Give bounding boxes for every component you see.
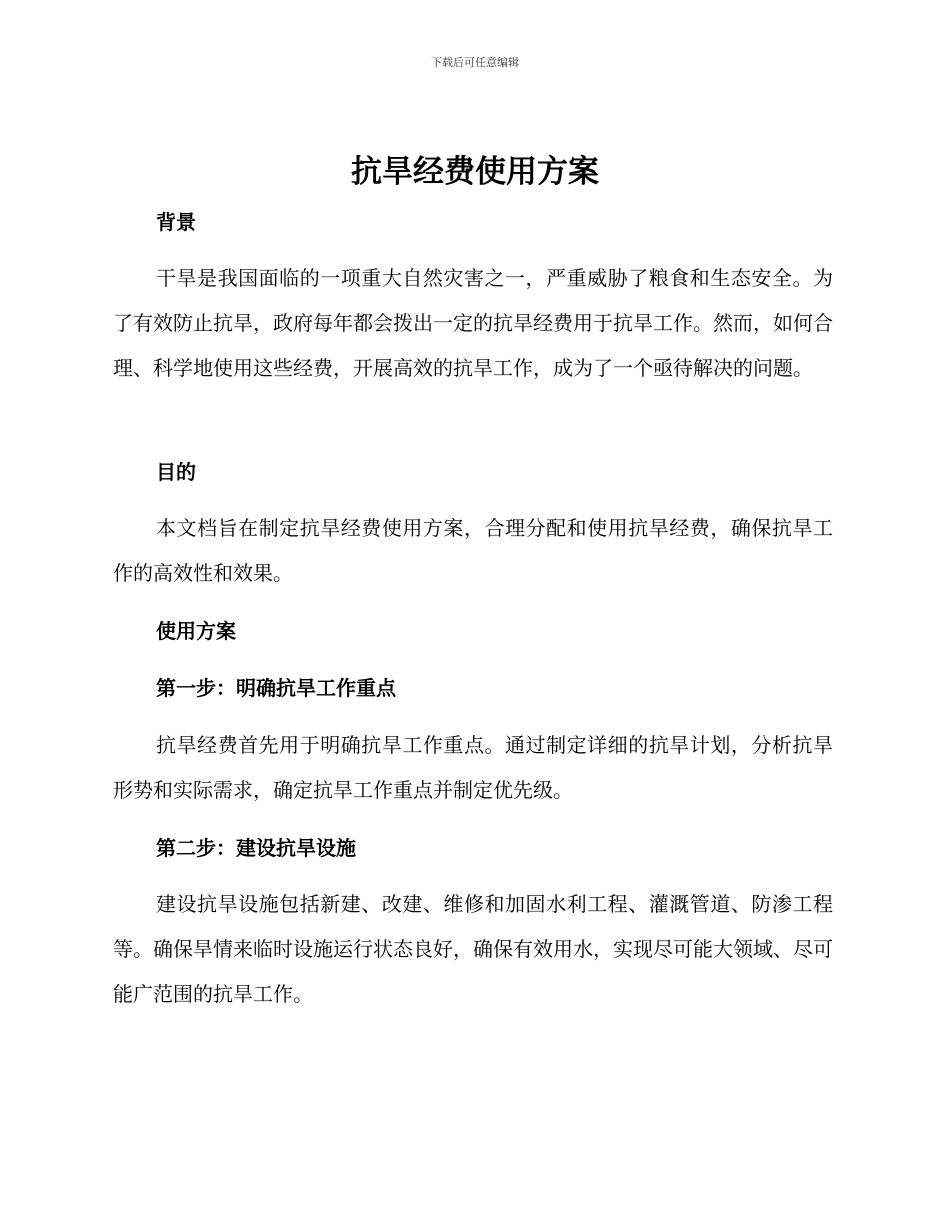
section-heading-step2: 第二步：建设抗旱设施 <box>156 836 356 860</box>
section-heading-purpose: 目的 <box>156 460 196 484</box>
section-heading-background: 背景 <box>156 210 196 234</box>
paragraph-step2: 建设抗旱设施包括新建、改建、维修和加固水利工程、灌溉管道、防渗工程等。确保旱情来临时设施运行状态良好，确保有效用水，实现尽可能大领域、尽可能广范围的抗旱工作。 <box>113 892 833 1006</box>
section-heading-plan: 使用方案 <box>156 619 236 643</box>
header-note: 下载后可任意编辑 <box>431 56 519 69</box>
paragraph-step1: 抗旱经费首先用于明确抗旱工作重点。通过制定详细的抗旱计划，分析抗旱形势和实际需求，确定抗旱工作重点并制定优先级。 <box>113 733 833 802</box>
paragraph-purpose: 本文档旨在制定抗旱经费使用方案，合理分配和使用抗旱经费，确保抗旱工作的高效性和效果。 <box>113 516 833 585</box>
document-title: 抗旱经费使用方案 <box>351 154 599 190</box>
paragraph-background: 干旱是我国面临的一项重大自然灾害之一，严重威胁了粮食和生态安全。为了有效防止抗旱，政府每年都会拨出一定的抗旱经费用于抗旱工作。然而，如何合理、科学地使用这些经费，开展高效的抗旱工作，成为了一个亟待解决的问题。 <box>113 266 833 380</box>
section-heading-step1: 第一步：明确抗旱工作重点 <box>156 676 396 700</box>
